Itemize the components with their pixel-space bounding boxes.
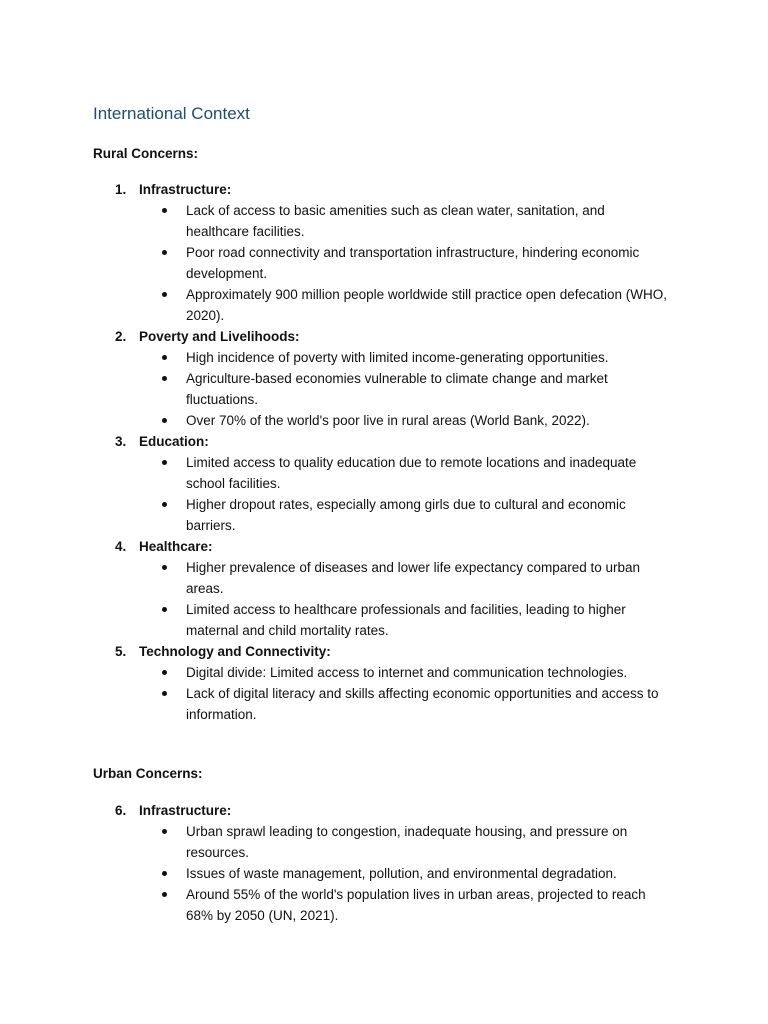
urban-topic-list — [0, 800, 768, 926]
section-heading-urban: Urban Concerns: — [93, 766, 203, 781]
bullet-list — [0, 452, 768, 536]
topic-title: Infrastructure: — [139, 803, 232, 818]
topic-item — [0, 800, 768, 926]
bullet-item: Around 55% of the world's population lives in urban areas, projected to reach 68% by 2050 (UN, 2021). — [0, 884, 670, 926]
topic-number: 1. — [115, 182, 127, 197]
bullet-list — [0, 662, 768, 725]
topic-item — [0, 326, 768, 431]
bullet-item: Urban sprawl leading to congestion, inadequate housing, and pressure on resources. — [0, 821, 670, 863]
bullet-item: Limited access to healthcare professionals and facilities, leading to higher maternal and child mortality rates. — [0, 599, 670, 641]
topic-number: 5. — [115, 644, 127, 659]
page-title: International Context — [93, 104, 250, 123]
topic-heading — [0, 179, 768, 200]
bullet-item: Over 70% of the world's poor live in rural areas (World Bank, 2022). — [0, 410, 670, 431]
topic-title: Education: — [139, 434, 209, 449]
bullet-item: Limited access to quality education due to remote locations and inadequate school facilities. — [0, 452, 670, 494]
topic-item — [0, 641, 768, 725]
topic-item — [0, 536, 768, 641]
bullet-item: High incidence of poverty with limited income-generating opportunities. — [0, 347, 670, 368]
bullet-item: Approximately 900 million people worldwide still practice open defecation (WHO, 2020). — [0, 284, 670, 326]
topic-number: 6. — [115, 803, 127, 818]
bullet-item: Agriculture-based economies vulnerable to climate change and market fluctuations. — [0, 368, 670, 410]
bullet-item: Issues of waste management, pollution, and environmental degradation. — [0, 863, 670, 884]
bullet-list — [0, 347, 768, 431]
bullet-item: Higher prevalence of diseases and lower life expectancy compared to urban areas. — [0, 557, 670, 599]
bullet-item: Digital divide: Limited access to internet and communication technologies. — [0, 662, 670, 683]
bullet-item: Lack of digital literacy and skills affecting economic opportunities and access to information. — [0, 683, 670, 725]
rural-topic-list — [0, 179, 768, 725]
bullet-list — [0, 821, 768, 926]
topic-title: Poverty and Livelihoods: — [139, 329, 300, 344]
topic-heading — [0, 326, 768, 347]
topic-title: Healthcare: — [139, 539, 213, 554]
bullet-list — [0, 557, 768, 641]
topic-number: 4. — [115, 539, 127, 554]
bullet-item: Lack of access to basic amenities such as clean water, sanitation, and healthcare facilities. — [0, 200, 670, 242]
topic-item — [0, 179, 768, 326]
topic-heading — [0, 800, 768, 821]
bullet-list — [0, 200, 768, 326]
topic-heading — [0, 536, 768, 557]
bullet-item: Poor road connectivity and transportation infrastructure, hindering economic development. — [0, 242, 670, 284]
topic-heading — [0, 431, 768, 452]
topic-item — [0, 431, 768, 536]
section-heading-rural: Rural Concerns: — [93, 146, 199, 161]
topic-title: Technology and Connectivity: — [139, 644, 331, 659]
topic-heading — [0, 641, 768, 662]
topic-number: 3. — [115, 434, 127, 449]
topic-number: 2. — [115, 329, 127, 344]
bullet-item: Higher dropout rates, especially among girls due to cultural and economic barriers. — [0, 494, 670, 536]
topic-title: Infrastructure: — [139, 182, 232, 197]
